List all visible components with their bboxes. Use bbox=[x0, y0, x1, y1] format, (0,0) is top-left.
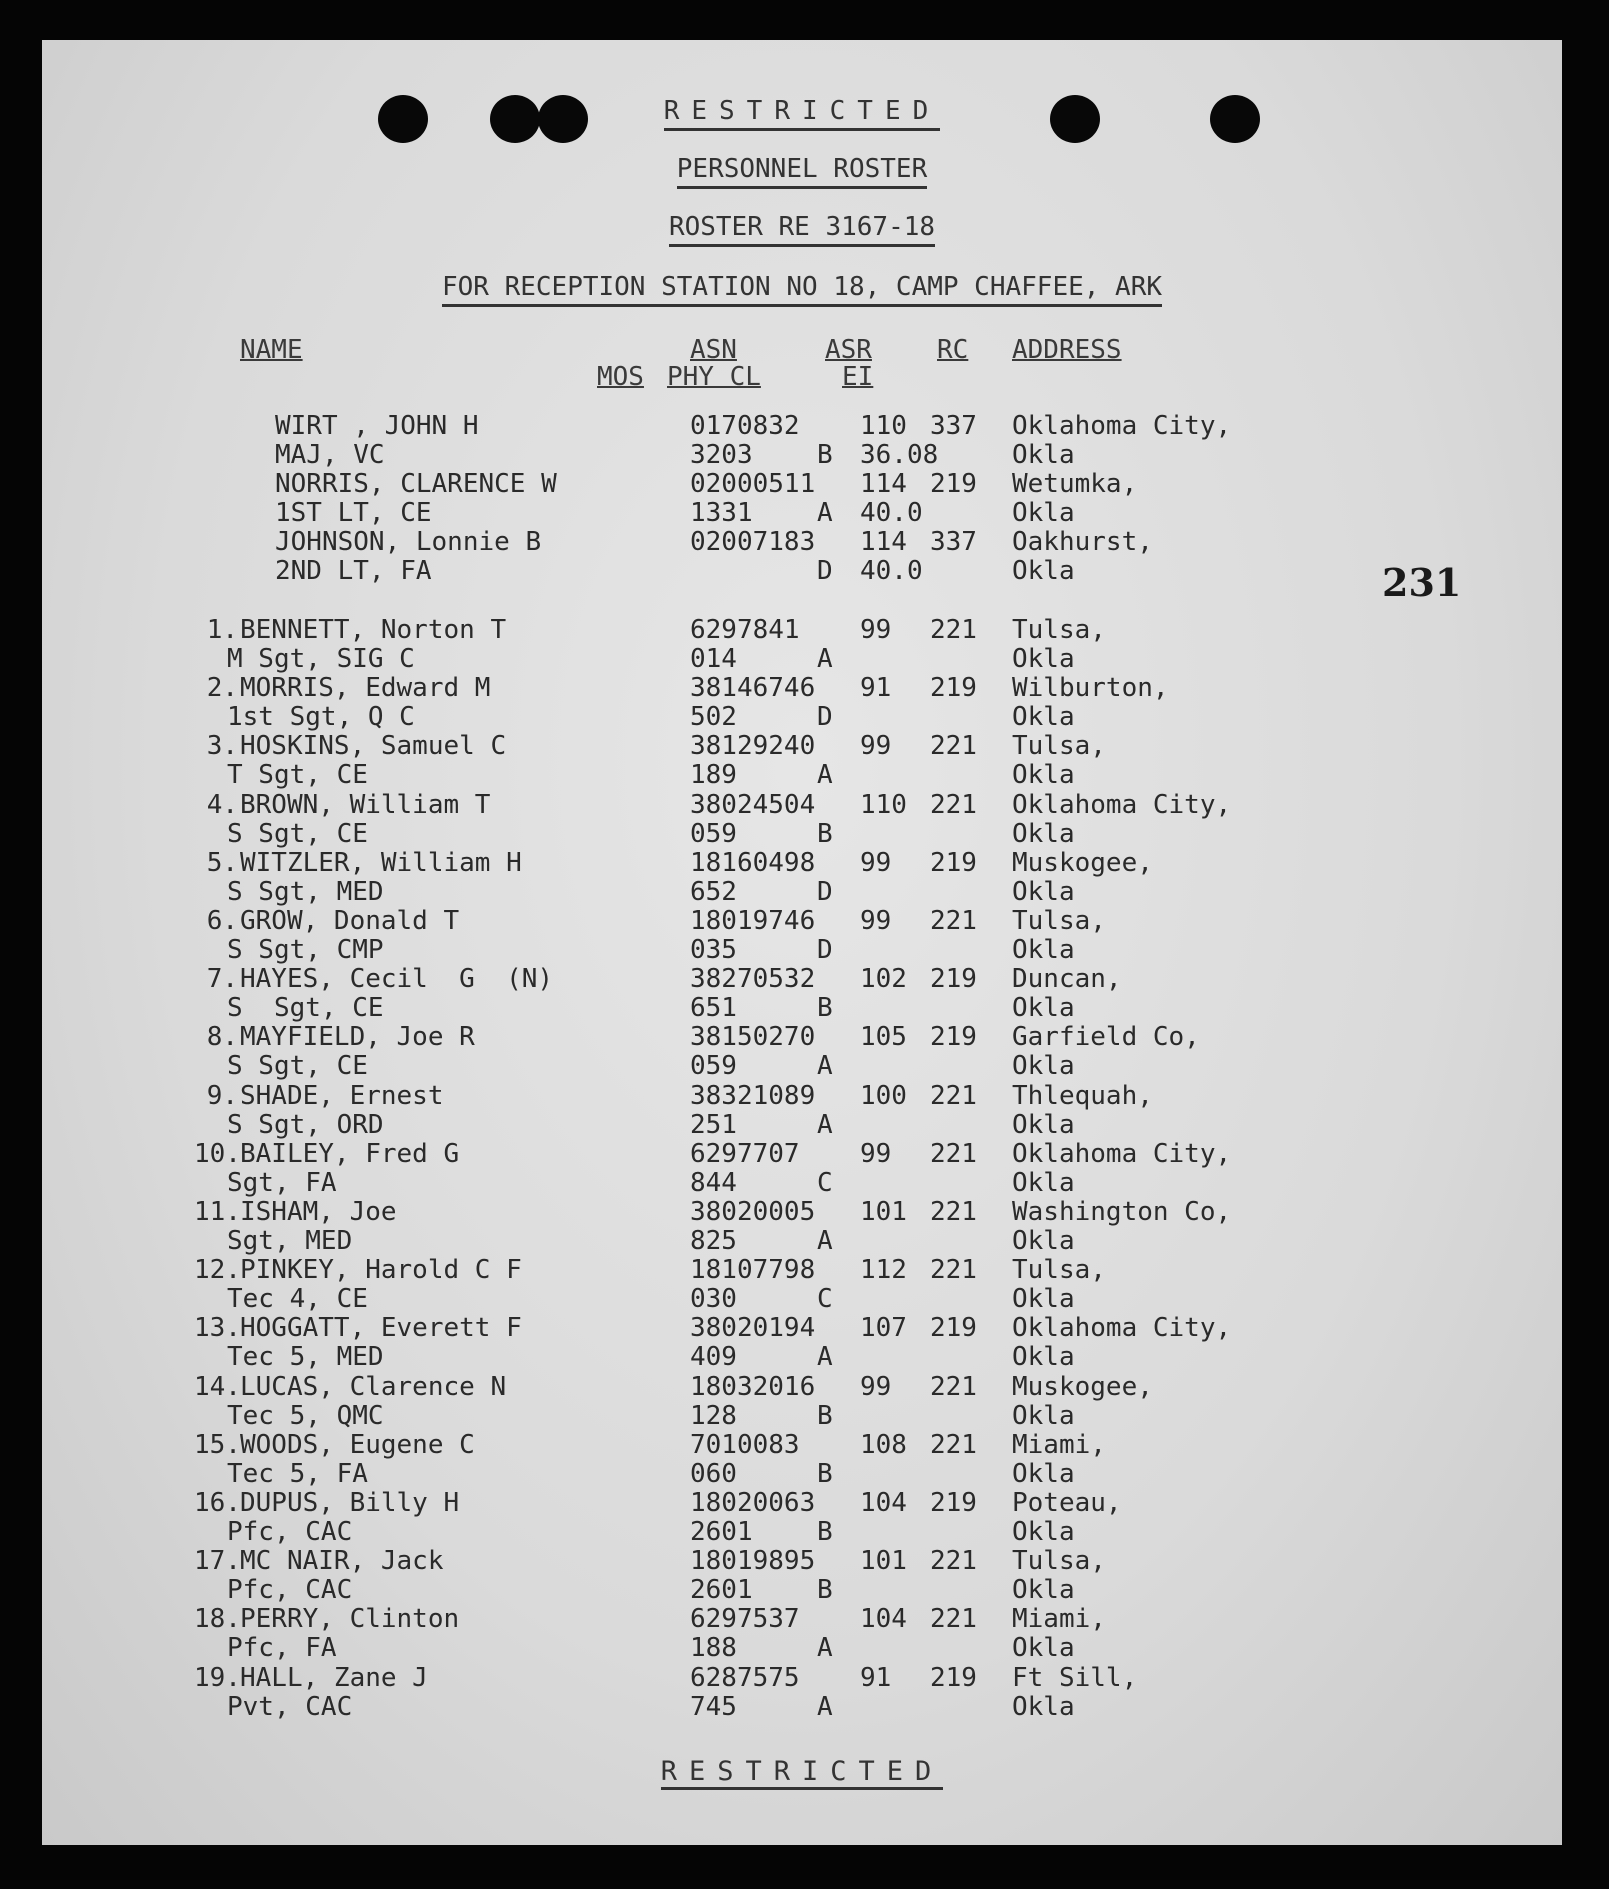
soldier-rc: 221 bbox=[930, 1197, 977, 1227]
officer-state: Okla bbox=[1012, 556, 1075, 586]
roster-row bbox=[42, 791, 1562, 849]
soldier-state: Okla bbox=[1012, 876, 1075, 907]
row-number: 19. bbox=[194, 1662, 241, 1693]
soldier-name: WITZLER, William H bbox=[240, 847, 522, 878]
soldier-mos: 060 bbox=[690, 1458, 737, 1489]
soldier-mos: 128 bbox=[690, 1400, 737, 1431]
officer-row bbox=[42, 528, 1562, 586]
row-number: 17. bbox=[194, 1546, 241, 1577]
soldier-rank: M Sgt, SIG C bbox=[227, 644, 415, 674]
officer-ei: 36.08 bbox=[860, 440, 939, 470]
soldier-asn: 18032016 bbox=[690, 1371, 816, 1402]
soldier-asr: 91 bbox=[860, 673, 892, 704]
officer-asr: 114 bbox=[860, 527, 907, 557]
soldier-phy-cl: A bbox=[817, 760, 833, 791]
soldier-state: Okla bbox=[1012, 1400, 1075, 1431]
soldier-address: Duncan, bbox=[1012, 964, 1122, 995]
officer-asn: 02000511 bbox=[690, 469, 816, 499]
roster-row bbox=[42, 849, 1562, 907]
soldier-asn: 38024504 bbox=[690, 789, 816, 820]
officer-phy-cl: A bbox=[817, 498, 833, 528]
soldier-name: HAYES, Cecil G (N) bbox=[240, 964, 554, 995]
soldier-asr: 112 bbox=[860, 1255, 907, 1286]
soldier-phy-cl: A bbox=[817, 1633, 833, 1664]
page-number: 231 bbox=[1382, 560, 1462, 605]
soldier-asr: 105 bbox=[860, 1022, 907, 1053]
soldier-address: Oklahoma City, bbox=[1012, 1138, 1232, 1169]
soldier-phy-cl: A bbox=[817, 1051, 833, 1082]
soldier-mos: 251 bbox=[690, 1109, 737, 1140]
officer-name: WIRT , JOHN H bbox=[275, 411, 479, 441]
soldier-state: Okla bbox=[1012, 1051, 1075, 1082]
soldier-rank: Pfc, CAC bbox=[227, 1575, 353, 1606]
soldier-address: Thlequah, bbox=[1012, 1080, 1153, 1111]
soldier-name: HOSKINS, Samuel C bbox=[240, 731, 507, 762]
col-ei: EI bbox=[842, 362, 874, 392]
soldier-phy-cl: D bbox=[817, 702, 833, 733]
row-number: 5. bbox=[206, 847, 238, 878]
soldier-state: Okla bbox=[1012, 1226, 1075, 1256]
soldier-asn: 7010083 bbox=[690, 1429, 800, 1460]
soldier-state: Okla bbox=[1012, 702, 1075, 733]
soldier-rank: 1st Sgt, Q C bbox=[227, 702, 415, 733]
officer-address: Oakhurst, bbox=[1012, 527, 1153, 557]
soldier-name: BROWN, William T bbox=[240, 789, 491, 820]
soldier-name: LUCAS, Clarence N bbox=[240, 1371, 507, 1402]
soldier-rc: 221 bbox=[930, 1604, 977, 1635]
roster-row bbox=[42, 1023, 1562, 1081]
officer-phy-cl: D bbox=[817, 556, 833, 586]
soldier-mos: 502 bbox=[690, 702, 737, 733]
soldier-rc: 221 bbox=[930, 615, 977, 645]
soldier-rank: Pvt, CAC bbox=[227, 1691, 353, 1722]
soldier-asn: 18020063 bbox=[690, 1488, 816, 1518]
soldier-asn: 6297707 bbox=[690, 1138, 800, 1169]
soldier-address: Tulsa, bbox=[1012, 615, 1106, 645]
soldier-rank: Sgt, FA bbox=[227, 1167, 337, 1198]
soldier-rank: T Sgt, CE bbox=[227, 760, 368, 791]
soldier-state: Okla bbox=[1012, 935, 1075, 965]
col-address: ADDRESS bbox=[1012, 335, 1122, 365]
soldier-asr: 101 bbox=[860, 1546, 907, 1577]
soldier-asr: 108 bbox=[860, 1429, 907, 1460]
soldier-mos: 2601 bbox=[690, 1517, 753, 1547]
soldier-rc: 221 bbox=[930, 1429, 977, 1460]
soldier-state: Okla bbox=[1012, 644, 1075, 674]
soldier-rank: Sgt, MED bbox=[227, 1226, 353, 1256]
officer-name: JOHNSON, Lonnie B bbox=[275, 527, 542, 557]
roster-row bbox=[42, 965, 1562, 1023]
roster-row bbox=[42, 1198, 1562, 1256]
soldier-phy-cl: A bbox=[817, 644, 833, 674]
soldier-mos: 745 bbox=[690, 1691, 737, 1722]
soldier-mos: 651 bbox=[690, 993, 737, 1024]
soldier-state: Okla bbox=[1012, 1633, 1075, 1664]
soldier-phy-cl: A bbox=[817, 1691, 833, 1722]
soldier-state: Okla bbox=[1012, 1109, 1075, 1140]
officer-rc: 219 bbox=[930, 469, 977, 499]
soldier-rc: 219 bbox=[930, 1488, 977, 1518]
officer-phy-cl: B bbox=[817, 440, 833, 470]
soldier-name: MC NAIR, Jack bbox=[240, 1546, 444, 1577]
soldier-asr: 91 bbox=[860, 1662, 892, 1693]
soldier-mos: 825 bbox=[690, 1226, 737, 1256]
soldier-asr: 99 bbox=[860, 615, 892, 645]
soldier-state: Okla bbox=[1012, 1342, 1075, 1373]
soldier-mos: 844 bbox=[690, 1167, 737, 1198]
soldier-phy-cl: A bbox=[817, 1342, 833, 1373]
classification-footer: RESTRICTED bbox=[42, 1756, 1562, 1787]
soldier-state: Okla bbox=[1012, 1517, 1075, 1547]
soldier-asr: 99 bbox=[860, 731, 892, 762]
officer-mos: 1331 bbox=[690, 498, 753, 528]
roster-row bbox=[42, 1373, 1562, 1431]
soldier-rank: S Sgt, MED bbox=[227, 876, 384, 907]
soldier-asr: 110 bbox=[860, 789, 907, 820]
soldier-phy-cl: B bbox=[817, 1400, 833, 1431]
soldier-asn: 18019746 bbox=[690, 906, 816, 936]
soldier-address: Tulsa, bbox=[1012, 1546, 1106, 1577]
officer-rank: 1ST LT, CE bbox=[275, 498, 432, 528]
soldier-rc: 221 bbox=[930, 731, 977, 762]
roster-row bbox=[42, 1314, 1562, 1372]
soldier-address: Oklahoma City, bbox=[1012, 789, 1232, 820]
soldier-rc: 219 bbox=[930, 673, 977, 704]
roster-row bbox=[42, 1664, 1562, 1722]
soldier-address: Tulsa, bbox=[1012, 1255, 1106, 1286]
soldier-asr: 101 bbox=[860, 1197, 907, 1227]
col-phy-cl: PHY CL bbox=[667, 362, 761, 392]
officer-rank: 2ND LT, FA bbox=[275, 556, 432, 586]
soldier-address: Tulsa, bbox=[1012, 731, 1106, 762]
soldier-name: MAYFIELD, Joe R bbox=[240, 1022, 475, 1053]
soldier-asn: 18019895 bbox=[690, 1546, 816, 1577]
officer-rank: MAJ, VC bbox=[275, 440, 385, 470]
roster-page bbox=[42, 40, 1562, 1845]
soldier-asn: 38321089 bbox=[690, 1080, 816, 1111]
roster-row bbox=[42, 907, 1562, 965]
soldier-asr: 99 bbox=[860, 847, 892, 878]
soldier-asr: 104 bbox=[860, 1488, 907, 1518]
row-number: 18. bbox=[194, 1604, 241, 1635]
officer-ei: 40.0 bbox=[860, 556, 923, 586]
roster-row bbox=[42, 674, 1562, 732]
soldier-rc: 221 bbox=[930, 1255, 977, 1286]
soldier-rc: 219 bbox=[930, 1022, 977, 1053]
col-mos: MOS bbox=[597, 362, 644, 392]
soldier-state: Okla bbox=[1012, 993, 1075, 1024]
officer-rc: 337 bbox=[930, 411, 977, 441]
roster-row bbox=[42, 616, 1562, 674]
soldier-rank: Tec 5, FA bbox=[227, 1458, 368, 1489]
roster-row bbox=[42, 1489, 1562, 1547]
soldier-rc: 219 bbox=[930, 1662, 977, 1693]
row-number: 12. bbox=[194, 1255, 241, 1286]
col-asr: ASR bbox=[825, 335, 872, 365]
soldier-asn: 6297841 bbox=[690, 615, 800, 645]
soldier-rank: Pfc, FA bbox=[227, 1633, 337, 1664]
soldier-address: Tulsa, bbox=[1012, 906, 1106, 936]
row-number: 7. bbox=[206, 964, 238, 995]
soldier-rc: 221 bbox=[930, 1138, 977, 1169]
officer-asr: 114 bbox=[860, 469, 907, 499]
officer-name: NORRIS, CLARENCE W bbox=[275, 469, 557, 499]
classification-header: RESTRICTED bbox=[42, 96, 1562, 126]
roster-row bbox=[42, 1140, 1562, 1198]
soldier-rc: 221 bbox=[930, 1371, 977, 1402]
soldier-rc: 221 bbox=[930, 1546, 977, 1577]
soldier-rank: S Sgt, ORD bbox=[227, 1109, 384, 1140]
soldier-mos: 059 bbox=[690, 1051, 737, 1082]
soldier-mos: 189 bbox=[690, 760, 737, 791]
soldier-asr: 100 bbox=[860, 1080, 907, 1111]
soldier-phy-cl: B bbox=[817, 1458, 833, 1489]
soldier-asn: 18107798 bbox=[690, 1255, 816, 1286]
soldier-rank: S Sgt, CMP bbox=[227, 935, 384, 965]
row-number: 15. bbox=[194, 1429, 241, 1460]
soldier-rank: Tec 5, MED bbox=[227, 1342, 384, 1373]
soldier-asn: 38150270 bbox=[690, 1022, 816, 1053]
officer-asr: 110 bbox=[860, 411, 907, 441]
soldier-name: ISHAM, Joe bbox=[240, 1197, 397, 1227]
soldier-address: Ft Sill, bbox=[1012, 1662, 1138, 1693]
soldier-name: DUPUS, Billy H bbox=[240, 1488, 460, 1518]
soldier-name: WOODS, Eugene C bbox=[240, 1429, 475, 1460]
soldier-mos: 059 bbox=[690, 818, 737, 849]
row-number: 11. bbox=[194, 1197, 241, 1227]
soldier-asr: 102 bbox=[860, 964, 907, 995]
officer-ei: 40.0 bbox=[860, 498, 923, 528]
soldier-address: Poteau, bbox=[1012, 1488, 1122, 1518]
roster-number: ROSTER RE 3167-18 bbox=[42, 212, 1562, 242]
roster-row bbox=[42, 1605, 1562, 1663]
soldier-phy-cl: B bbox=[817, 818, 833, 849]
soldier-address: Oklahoma City, bbox=[1012, 1313, 1232, 1344]
soldier-address: Garfield Co, bbox=[1012, 1022, 1200, 1053]
officer-address: Wetumka, bbox=[1012, 469, 1138, 499]
soldier-rank: S Sgt, CE bbox=[227, 818, 368, 849]
soldier-phy-cl: B bbox=[817, 1575, 833, 1606]
row-number: 13. bbox=[194, 1313, 241, 1344]
soldier-rc: 221 bbox=[930, 1080, 977, 1111]
soldier-name: GROW, Donald T bbox=[240, 906, 460, 936]
row-number: 14. bbox=[194, 1371, 241, 1402]
soldier-name: BAILEY, Fred G bbox=[240, 1138, 460, 1169]
row-number: 8. bbox=[206, 1022, 238, 1053]
soldier-rc: 219 bbox=[930, 847, 977, 878]
soldier-rank: Tec 4, CE bbox=[227, 1284, 368, 1315]
row-number: 16. bbox=[194, 1488, 241, 1518]
soldier-state: Okla bbox=[1012, 1284, 1075, 1315]
soldier-address: Miami, bbox=[1012, 1429, 1106, 1460]
row-number: 4. bbox=[206, 789, 238, 820]
soldier-rc: 219 bbox=[930, 1313, 977, 1344]
soldier-asr: 104 bbox=[860, 1604, 907, 1635]
row-number: 1. bbox=[206, 615, 238, 645]
soldier-state: Okla bbox=[1012, 818, 1075, 849]
roster-row bbox=[42, 1256, 1562, 1314]
soldier-asr: 99 bbox=[860, 906, 892, 936]
soldier-name: PINKEY, Harold C F bbox=[240, 1255, 522, 1286]
soldier-rank: Tec 5, QMC bbox=[227, 1400, 384, 1431]
soldier-rc: 221 bbox=[930, 906, 977, 936]
soldier-phy-cl: D bbox=[817, 876, 833, 907]
soldier-address: Washington Co, bbox=[1012, 1197, 1232, 1227]
roster-row bbox=[42, 732, 1562, 790]
soldier-address: Wilburton, bbox=[1012, 673, 1169, 704]
document-title: PERSONNEL ROSTER bbox=[42, 154, 1562, 184]
soldier-rc: 221 bbox=[930, 789, 977, 820]
soldier-asr: 107 bbox=[860, 1313, 907, 1344]
soldier-rc: 219 bbox=[930, 964, 977, 995]
soldier-name: PERRY, Clinton bbox=[240, 1604, 460, 1635]
soldier-phy-cl: C bbox=[817, 1284, 833, 1315]
soldier-phy-cl: A bbox=[817, 1109, 833, 1140]
row-number: 6. bbox=[206, 906, 238, 936]
soldier-state: Okla bbox=[1012, 1691, 1075, 1722]
soldier-state: Okla bbox=[1012, 1575, 1075, 1606]
col-name: NAME bbox=[240, 335, 303, 365]
soldier-state: Okla bbox=[1012, 760, 1075, 791]
soldier-asn: 38146746 bbox=[690, 673, 816, 704]
soldier-phy-cl: A bbox=[817, 1226, 833, 1256]
soldier-state: Okla bbox=[1012, 1167, 1075, 1198]
soldier-phy-cl: C bbox=[817, 1167, 833, 1198]
row-number: 10. bbox=[194, 1138, 241, 1169]
soldier-asr: 99 bbox=[860, 1371, 892, 1402]
soldier-name: HALL, Zane J bbox=[240, 1662, 428, 1693]
row-number: 2. bbox=[206, 673, 238, 704]
officer-mos: 3203 bbox=[690, 440, 753, 470]
row-number: 3. bbox=[206, 731, 238, 762]
soldier-name: SHADE, Ernest bbox=[240, 1080, 444, 1111]
soldier-mos: 409 bbox=[690, 1342, 737, 1373]
soldier-asr: 99 bbox=[860, 1138, 892, 1169]
row-number: 9. bbox=[206, 1080, 238, 1111]
soldier-asn: 6297537 bbox=[690, 1604, 800, 1635]
soldier-asn: 38270532 bbox=[690, 964, 816, 995]
soldier-rank: Pfc, CAC bbox=[227, 1517, 353, 1547]
soldier-name: BENNETT, Norton T bbox=[240, 615, 507, 645]
col-asn: ASN bbox=[690, 335, 737, 365]
col-rc: RC bbox=[937, 335, 969, 365]
officer-state: Okla bbox=[1012, 440, 1075, 470]
soldier-address: Muskogee, bbox=[1012, 1371, 1153, 1402]
soldier-name: MORRIS, Edward M bbox=[240, 673, 491, 704]
officer-row bbox=[42, 470, 1562, 528]
officer-asn: 0170832 bbox=[690, 411, 800, 441]
soldier-mos: 2601 bbox=[690, 1575, 753, 1606]
soldier-mos: 035 bbox=[690, 935, 737, 965]
soldier-mos: 030 bbox=[690, 1284, 737, 1315]
station-line: FOR RECEPTION STATION NO 18, CAMP CHAFFEE, ARK bbox=[42, 272, 1562, 302]
soldier-asn: 38020005 bbox=[690, 1197, 816, 1227]
soldier-asn: 38020194 bbox=[690, 1313, 816, 1344]
soldier-state: Okla bbox=[1012, 1458, 1075, 1489]
officer-rc: 337 bbox=[930, 527, 977, 557]
officer-row bbox=[42, 412, 1562, 470]
soldier-phy-cl: B bbox=[817, 993, 833, 1024]
soldier-rank: S Sgt, CE bbox=[227, 993, 384, 1024]
soldier-name: HOGGATT, Everett F bbox=[240, 1313, 522, 1344]
soldier-phy-cl: D bbox=[817, 935, 833, 965]
soldier-mos: 014 bbox=[690, 644, 737, 674]
soldier-address: Miami, bbox=[1012, 1604, 1106, 1635]
soldier-rank: S Sgt, CE bbox=[227, 1051, 368, 1082]
soldier-asn: 18160498 bbox=[690, 847, 816, 878]
officer-asn: 02007183 bbox=[690, 527, 816, 557]
soldier-mos: 652 bbox=[690, 876, 737, 907]
officer-state: Okla bbox=[1012, 498, 1075, 528]
roster-row bbox=[42, 1547, 1562, 1605]
soldier-phy-cl: B bbox=[817, 1517, 833, 1547]
roster-row bbox=[42, 1431, 1562, 1489]
roster-row bbox=[42, 1082, 1562, 1140]
soldier-mos: 188 bbox=[690, 1633, 737, 1664]
soldier-address: Muskogee, bbox=[1012, 847, 1153, 878]
soldier-asn: 6287575 bbox=[690, 1662, 800, 1693]
officer-address: Oklahoma City, bbox=[1012, 411, 1232, 441]
soldier-asn: 38129240 bbox=[690, 731, 816, 762]
